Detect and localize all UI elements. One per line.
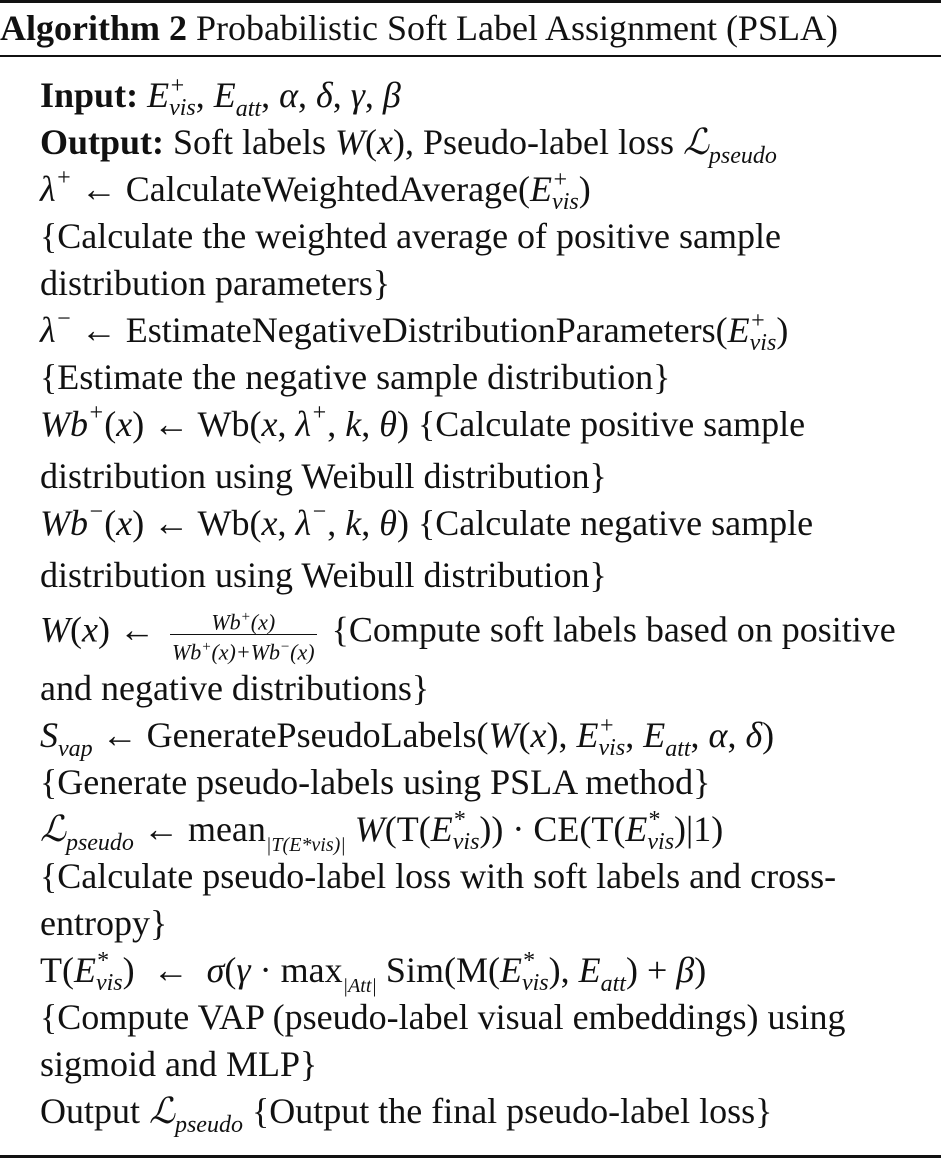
calc-weighted-avg-fn: CalculateWeightedAverage bbox=[125, 169, 519, 209]
final-output-label: Output bbox=[40, 1090, 141, 1131]
loss-line: ℒ$_{pseudo}$ ← mean$_{|T(E*vis)|}$ W(T(E * vis )) · CE(T(E * vis )|1) bbox=[40, 806, 724, 856]
output-text-a: Soft labels bbox=[173, 122, 327, 162]
algorithm-title: Probabilistic Soft Label Assignment (PSLA) bbox=[195, 8, 838, 48]
wb-minus-line: Wb−(x) ← Wb(x, λ−, k, θ) {Calculate negative sample distribution using Weibull distribution} bbox=[40, 499, 814, 595]
ce-fn: CE bbox=[533, 808, 580, 849]
input-label: Input: bbox=[40, 75, 139, 115]
comment-soft: {Compute soft labels based on positive and negative distributions} bbox=[40, 609, 896, 708]
comment-final: {Output the final pseudo-label loss} bbox=[251, 1090, 773, 1131]
sim-fn: Sim bbox=[385, 949, 444, 990]
mean-fn: mean bbox=[187, 808, 266, 849]
estimate-neg-fn: EstimateNegativeDistributionParameters bbox=[125, 310, 716, 350]
algorithm-caption bbox=[0, 6, 941, 50]
lambda-plus-line: λ+ ← CalculateWeightedAverage(E + vis ) bbox=[40, 165, 591, 215]
soft-label-fraction: $\frac{Wb^+(x)}{Wb^+(x)+Wb^-(x)}$ bbox=[171, 609, 315, 665]
algorithm-body bbox=[40, 72, 937, 1138]
output-line: Output: Soft labels W(x), Pseudo-label loss ℒ$_{pseudo}$ bbox=[40, 122, 777, 169]
max-fn: max bbox=[280, 949, 343, 990]
wb-fn-pos: Wb bbox=[197, 404, 250, 444]
final-output-line: Output ℒ$_{pseudo}$ {Output the final pseudo-label loss} bbox=[40, 1090, 773, 1138]
output-label: Output: bbox=[40, 122, 165, 162]
comment-gen: {Generate pseudo-labels using PSLA method} bbox=[40, 761, 711, 802]
output-text-b: , Pseudo-label loss bbox=[405, 122, 674, 162]
bottom-rule bbox=[0, 1155, 941, 1158]
wb-plus-line: Wb+(x) ← Wb(x, λ+, k, θ) {Calculate positive sample distribution using Weibull distribution} bbox=[40, 400, 806, 496]
gen-pseudo-fn: GeneratePseudoLabels bbox=[146, 714, 477, 755]
wb-fn-neg: Wb bbox=[197, 503, 250, 543]
soft-label-line: W(x) ← $\frac{Wb^+(x)}{Wb^+(x)+Wb^-(x)}$ {Compute soft labels based on positive and negative distributions} bbox=[40, 605, 937, 712]
algorithm-label: Algorithm 2 bbox=[0, 8, 187, 48]
comment-loss: {Calculate pseudo-label loss with soft labels and cross-entropy} bbox=[40, 855, 837, 943]
top-rule bbox=[0, 0, 941, 3]
comment-neg: {Calculate negative sample distribution using Weibull distribution} bbox=[40, 503, 814, 595]
svap-line: $S_{vap}$ ← GeneratePseudoLabels(W(x), E + vis , $E_{att}$, α, δ) bbox=[40, 712, 775, 762]
comment-weighted-avg: {Calculate the weighted average of positive sample distribution parameters} bbox=[40, 216, 782, 303]
lambda-minus-line: λ− ← EstimateNegativeDistributionParameters(E + vis ) bbox=[40, 306, 789, 356]
comment-vap: {Compute VAP (pseudo-label visual embeddings) using sigmoid and MLP} bbox=[40, 996, 846, 1084]
comment-pos: {Calculate positive sample distribution using Weibull distribution} bbox=[40, 404, 806, 496]
input-line: Input: E + vis , $E_{att}$, α, δ, γ, β bbox=[40, 73, 401, 122]
caption-rule bbox=[0, 55, 941, 57]
vap-line: T(E * vis ) ← $\sigma(\gamma \cdot \max_{|Att|} Sim(M(E$ * vis ), $E_{att}) + \beta$) bbox=[40, 947, 707, 997]
comment-estimate-neg: {Estimate the negative sample distribution} bbox=[40, 357, 671, 397]
